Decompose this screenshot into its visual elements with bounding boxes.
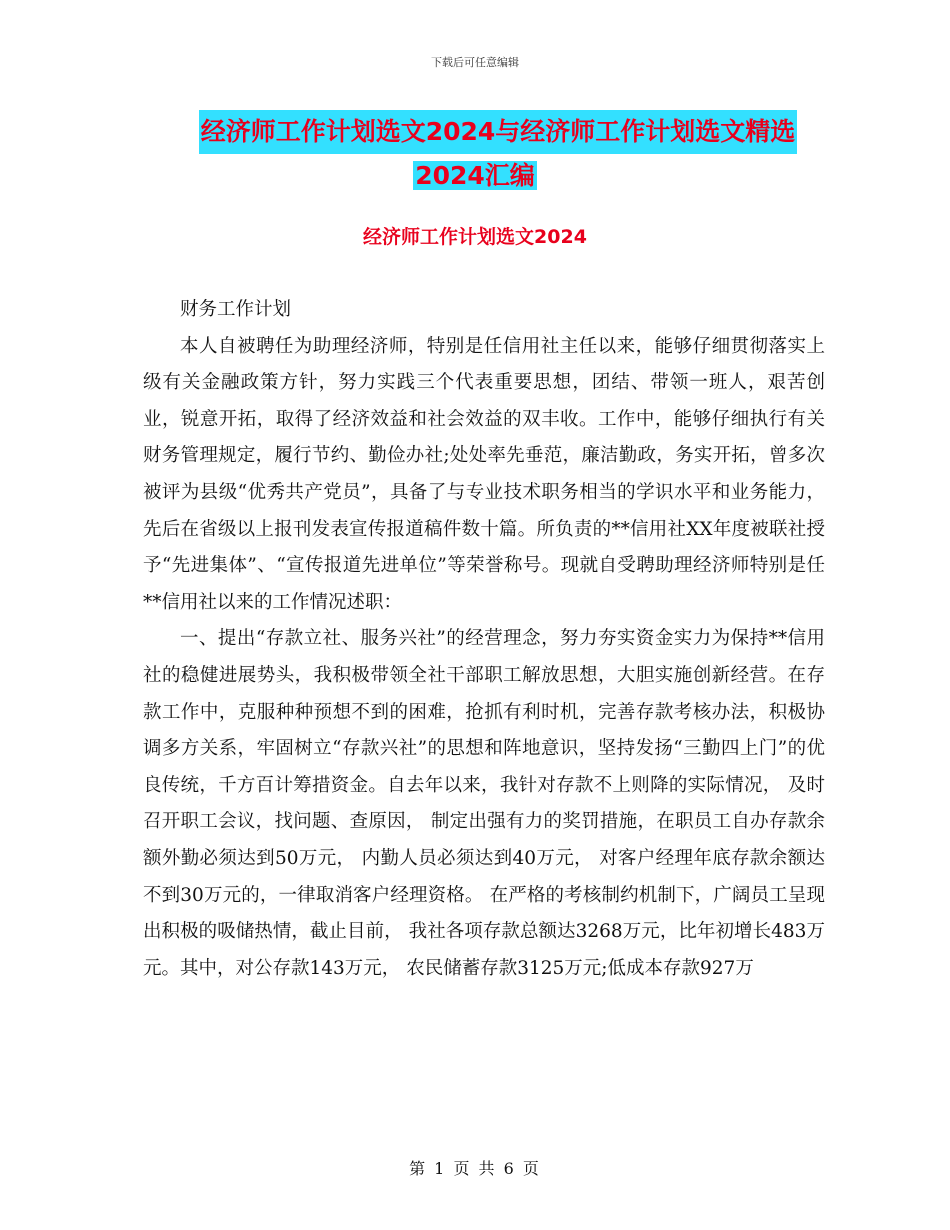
document-title (0, 110, 950, 198)
document-body (143, 292, 825, 987)
section-title: 经济师工作计划选文2024 (363, 226, 587, 248)
paragraph-intro: 本人自被聘任为助理经济师，特别是任信用社主任以来，能够仔细贯彻落实上级有关金融政策方针，努力实践三个代表重要思想，团结、带领一班人，艰苦创业，锐意开拓，取得了经济效益和社会效益的双丰收。工作中，能够仔细执行有关财务管理规定，履行节约、勤俭办社;处处率先垂范，廉洁勤政，务实开拓，曾多次被评为县级“优秀共产党员”，具备了与专业技术职务相当的学识水平和业务能力，先后在省级以上报刊发表宣传报道稿件数十篇。所负责的**信用社XX年度被联社授予“先进集体”、“宣传报道先进单位”等荣誉称号。现就自受聘助理经济师特别是任**信用社以来的工作情况述职： (143, 335, 825, 613)
paragraph-section-one: 一、提出“存款立社、服务兴社”的经营理念，努力夯实资金实力为保持**信用社的稳健进展势头，我积极带领全社干部职工解放思想，大胆实施创新经营。在存款工作中，克服种种预想不到的困难，抢抓有利时机，完善存款考核办法，积极协调多方关系，牢固树立“存款兴社”的思想和阵地意识，坚持发扬“三勤四上门”的优良传统，千方百计筹措资金。自去年以来，我针对存款不上则降的实际情况， 及时召开职工会议，找问题、查原因， 制定出强有力的奖罚措施，在职员工自办存款余额外勤必须达到50万元， 内勤人员必须达到40万元， 对客户经理年底存款余额达不到30万元的，一律取消客户经理资格。 在严格的考核制约机制下，广阔员工呈现出积极的吸储热情，截止目前， 我社各项存款总额达3268万元，比年初增长483万元。其中，对公存款143万元， 农民储蓄存款3125万元;低成本存款927万 (143, 628, 825, 979)
document-title-line-2: 2024汇编 (415, 161, 535, 190)
page-header-note: 下载后可任意编辑 (431, 56, 519, 69)
page-footer: 第 1 页 共 6 页 (409, 1159, 541, 1178)
document-title-line-1: 经济师工作计划选文2024与经济师工作计划选文精选 (199, 110, 798, 154)
paragraph-subheading: 财务工作计划 (180, 299, 292, 320)
